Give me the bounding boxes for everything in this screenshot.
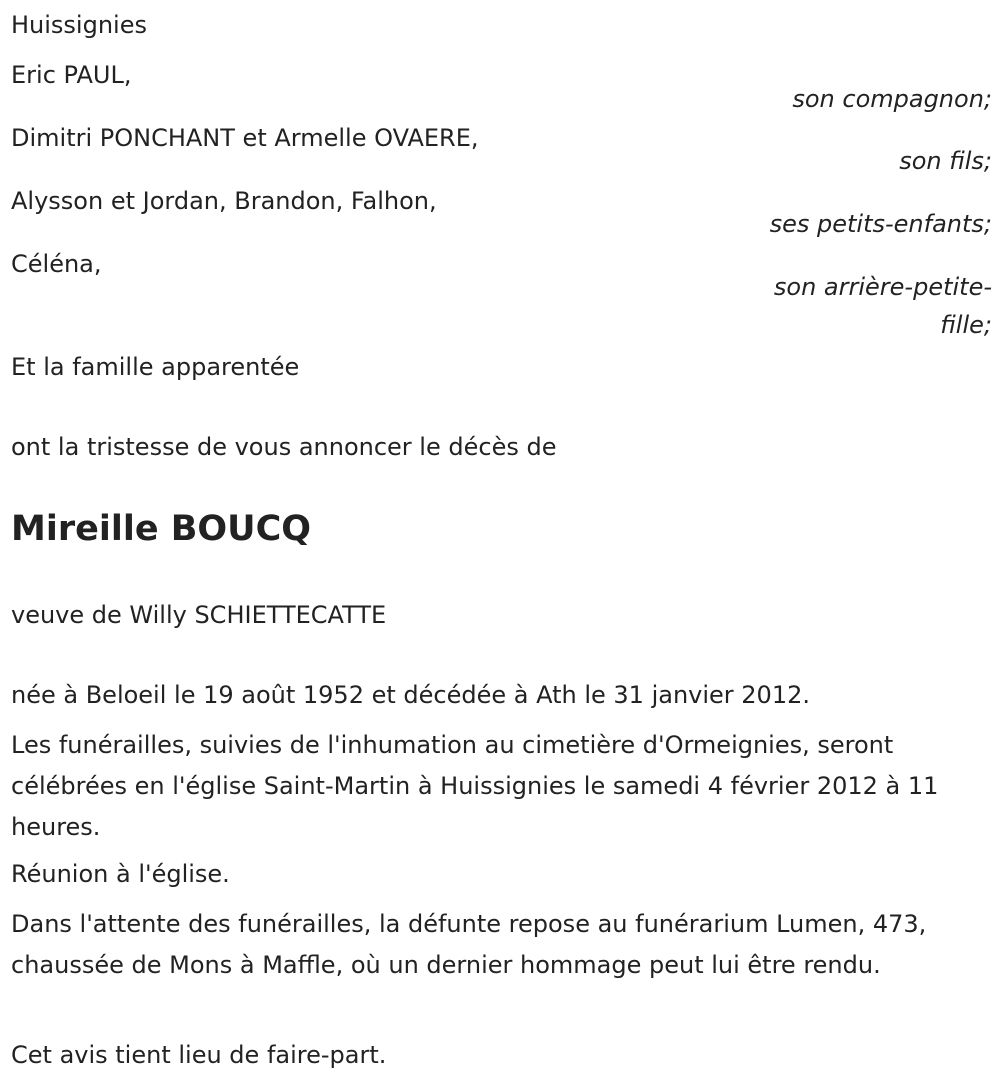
announcement-line: ont la tristesse de vous annoncer le décès de bbox=[11, 433, 557, 461]
family-member-name: Alysson et Jordan, Brandon, Falhon, bbox=[11, 187, 437, 215]
meeting-line: Réunion à l'église. bbox=[11, 860, 230, 888]
family-member-role: son arrière-petite-fille; bbox=[773, 273, 992, 339]
place-heading: Huissignies bbox=[11, 11, 147, 39]
family-member-name: Céléna, bbox=[11, 250, 102, 278]
extended-family-line: Et la famille apparentée bbox=[11, 353, 300, 381]
birth-death-line: née à Beloeil le 19 août 1952 et décédée à Ath le 31 janvier 2012. bbox=[11, 681, 810, 709]
family-member-role: son compagnon; bbox=[792, 85, 992, 113]
rest-paragraph: Dans l'attente des funérailles, la défunte repose au funérarium Lumen, 473, chaussée de Mons à Maffle, où un dernier hommage peut lui être rendu. bbox=[11, 910, 927, 979]
family-member-name: Dimitri PONCHANT et Armelle OVAERE, bbox=[11, 124, 479, 152]
family-member-name: Eric PAUL, bbox=[11, 61, 132, 89]
widow-of-line: veuve de Willy SCHIETTECATTE bbox=[11, 601, 387, 629]
deceased-name: Mireille BOUCQ bbox=[11, 509, 312, 549]
family-member-role: ses petits-enfants; bbox=[769, 210, 992, 238]
notice-line: Cet avis tient lieu de faire-part. bbox=[11, 1041, 387, 1069]
family-member-role: son fils; bbox=[899, 147, 992, 175]
funeral-paragraph: Les funérailles, suivies de l'inhumation au cimetière d'Ormeignies, seront célébrées en l'église Saint-Martin à Huissignies le samedi 4 février 2012 à 11 heures. bbox=[11, 731, 939, 841]
